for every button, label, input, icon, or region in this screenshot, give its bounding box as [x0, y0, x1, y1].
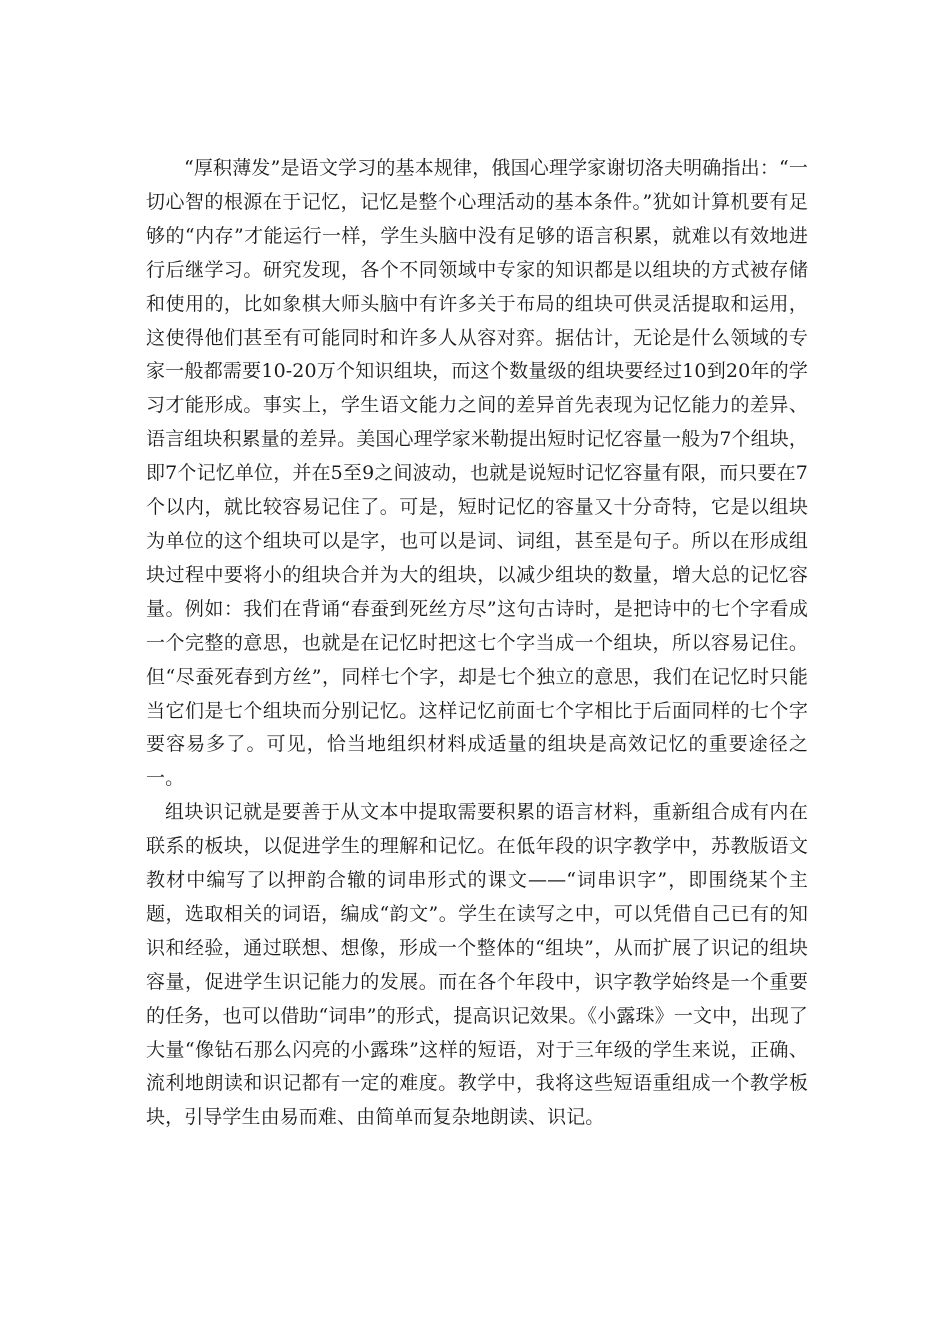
paragraph-chunking-memory-theory: “厚积薄发”是语文学习的基本规律，俄国心理学家谢切洛夫明确指出：“一切心智的根源在于记忆，记忆是整个心理活动的基本条件。”犹如计算机要有足够的“内存”才能运行一样，学生头脑中没有足够的语言积累，就难以有效地进行后继学习。研究发现，各个不同领域中专家的知识都是以组块的方式被存储和使用的，比如象棋大师头脑中有许多关于布局的组块可供灵活提取和运用，这使得他们甚至有可能同时和许多人从容对弈。据估计，无论是什么领域的专家一般都需要10-20万个知识组块，而这个数量级的组块要经过10到20年的学习才能形成。事实上，学生语文能力之间的差异首先表现为记忆能力的差异、语言组块积累量的差异。美国心理学家米勒提出短时记忆容量一般为7个组块，即7个记忆单位，并在5至9之间波动，也就是说短时记忆容量有限，而只要在7个以内，就比较容易记住了。可是，短时记忆的容量又十分奇特，它是以组块为单位的这个组块可以是字，也可以是词、词组，甚至是句子。所以在形成组块过程中要将小的组块合并为大的组块，以减少组块的数量，增大总的记忆容量。例如：我们在背诵“春蚕到死丝方尽”这句古诗时，是把诗中的七个字看成一个完整的意思，也就是在记忆时把这七个字当成一个组块，所以容易记住。但“尽蚕死春到方丝”，同样七个字，却是七个独立的意思，我们在记忆时只能当它们是七个组块而分别记忆。这样记忆前面七个字相比于后面同样的七个字要容易多了。可见，恰当地组织材料成适量的组块是高效记忆的重要途径之一。 [146, 157, 808, 790]
document-body [146, 152, 808, 1135]
paragraph-chunking-teaching-practice: 组块识记就是要善于从文本中提取需要积累的语言材料，重新组合成有内在联系的板块，以促进学生的理解和记忆。在低年段的识字教学中，苏教版语文教材中编写了以押韵合辙的词串形式的课文——“词串识字”，即围绕某个主题，选取相关的词语，编成“韵文”。学生在读写之中，可以凭借自己已有的知识和经验，通过联想、想像，形成一个整体的“组块”，从而扩展了识记的组块容量，促进学生识记能力的发展。而在各个年段中，识字教学始终是一个重要的任务，也可以借助“词串”的形式，提高识记效果。《小露珠》一文中，出现了大量“像钻石那么闪亮的小露珠”这样的短语，对于三年级的学生来说，正确、流利地朗读和识记都有一定的难度。教学中，我将这些短语重组成一个教学板块，引导学生由易而难、由简单而复杂地朗读、识记。 [146, 801, 808, 1129]
